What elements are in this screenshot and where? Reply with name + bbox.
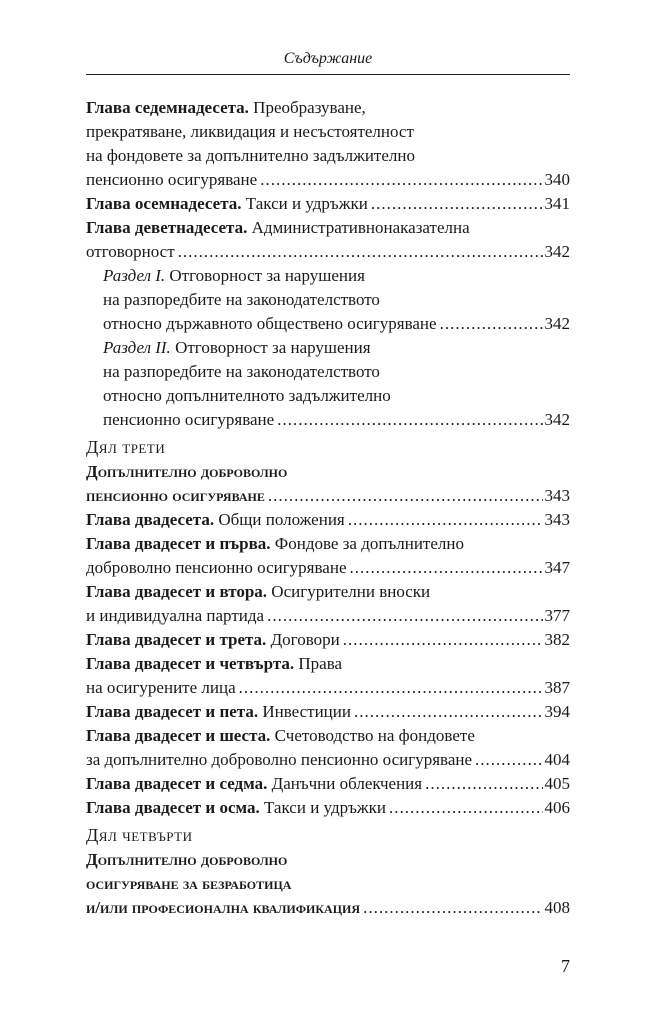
toc-entry-ch24-line1 (86, 652, 570, 676)
chapter-title-cont: за допълнително доброволно пенсионно осигуряване (86, 750, 473, 769)
page-ref: 341 (544, 194, 570, 213)
leader-dots (440, 312, 543, 336)
chapter-title-cont: на осигурените лица (86, 678, 236, 697)
chapter-label: Глава двадесет и пета. (86, 702, 259, 721)
toc-entry-part3[interactable] (86, 484, 570, 508)
chapter-title: Преобразуване, (253, 98, 366, 117)
section-label: Раздел I. (103, 266, 166, 285)
chapter-label: Глава двадесета. (86, 510, 215, 529)
leader-dots (425, 772, 542, 796)
chapter-label: Глава двадесет и осма. (86, 798, 260, 817)
running-header: Съдържание (283, 50, 373, 67)
section-title: Отговорност за нарушения (169, 266, 365, 285)
chapter-title: Общи положения (218, 510, 345, 529)
toc-entry-sec2-line4[interactable] (86, 408, 570, 432)
toc-entry-sec1-line1 (86, 264, 570, 288)
toc-entry-sec2-line2 (86, 360, 570, 384)
page-ref: 404 (544, 750, 570, 769)
page-ref: 387 (544, 678, 570, 697)
chapter-label: Глава седемнадесета. (86, 98, 249, 117)
toc-entry-ch24-line2[interactable] (86, 676, 570, 700)
toc-entry-part4[interactable] (86, 896, 570, 920)
toc-entry-ch19-line1 (86, 216, 570, 240)
chapter-title-cont: и индивидуална партида (86, 606, 265, 625)
part-title-4-line1: Допълнително доброволно (86, 850, 288, 869)
chapter-title-cont: прекратяване, ликвидация и несъстоятелност (86, 122, 414, 141)
leader-dots (268, 484, 543, 508)
part-title: пенсионно осигуряване (86, 486, 265, 505)
chapter-label: Глава двадесет и четвърта. (86, 654, 295, 673)
toc-entry-ch27[interactable] (86, 772, 570, 796)
leader-dots (348, 508, 543, 532)
section-label: Раздел II. (103, 338, 171, 357)
toc-entry-ch17-line3 (86, 144, 570, 168)
toc-entry-ch23[interactable] (86, 628, 570, 652)
part-heading-3: Дял трети (86, 437, 166, 457)
chapter-label: Глава деветнадесета. (86, 218, 248, 237)
section-title-cont: на разпоредбите на законодателството (103, 290, 380, 309)
toc-entry-sec2-line1 (86, 336, 570, 360)
section-title-cont: пенсионно осигуряване (103, 410, 275, 429)
chapter-title-cont: доброволно пенсионно осигуряване (86, 558, 347, 577)
page-ref: 382 (544, 630, 570, 649)
chapter-label: Глава двадесет и втора. (86, 582, 268, 601)
leader-dots (371, 192, 543, 216)
toc-entry-ch17-line2 (86, 120, 570, 144)
chapter-title: Осигурителни вноски (271, 582, 431, 601)
leader-dots (343, 628, 543, 652)
page-ref: 342 (544, 314, 570, 333)
leader-dots (350, 556, 543, 580)
chapter-title-cont: пенсионно осигуряване (86, 170, 258, 189)
page-ref: 406 (544, 798, 570, 817)
toc-entry-ch26-line1 (86, 724, 570, 748)
page-ref: 377 (544, 606, 570, 625)
page-number: 7 (561, 956, 570, 976)
section-title-cont: на разпоредбите на законодателството (103, 362, 380, 381)
leader-dots (277, 408, 542, 432)
toc-entry-ch17-line4[interactable] (86, 168, 570, 192)
chapter-title: Такси и удръжки (263, 798, 387, 817)
toc-entry-sec2-line3 (86, 384, 570, 408)
page-ref: 343 (544, 486, 570, 505)
chapter-label: Глава двадесет и седма. (86, 774, 268, 793)
part-title: и/или професионална квалификация (86, 898, 361, 917)
table-of-contents (86, 96, 570, 920)
toc-entry-ch25[interactable] (86, 700, 570, 724)
chapter-title: Инвестиции (262, 702, 351, 721)
chapter-title: Фондове за допълнително (274, 534, 464, 553)
toc-entry-ch20[interactable] (86, 508, 570, 532)
chapter-title: Права (298, 654, 343, 673)
page-ref: 342 (544, 410, 570, 429)
leader-dots (354, 700, 543, 724)
toc-entry-ch26-line2[interactable] (86, 748, 570, 772)
toc-entry-ch22-line1 (86, 580, 570, 604)
chapter-label: Глава двадесет и трета. (86, 630, 267, 649)
section-title: Отговорност за нарушения (175, 338, 371, 357)
page-ref: 342 (544, 242, 570, 261)
toc-entry-ch17-line1 (86, 96, 570, 120)
chapter-title-cont: отговорност (86, 242, 175, 261)
chapter-title: Данъчни облекчения (271, 774, 423, 793)
leader-dots (260, 168, 542, 192)
chapter-title: Счетоводство на фондовете (274, 726, 475, 745)
part-title-3-line1: Допълнително доброволно (86, 462, 288, 481)
part-heading-4: Дял четвърти (86, 825, 193, 845)
chapter-title: Договори (270, 630, 340, 649)
leader-dots (267, 604, 542, 628)
toc-entry-ch21-line1 (86, 532, 570, 556)
toc-entry-ch19-line2[interactable] (86, 240, 570, 264)
toc-entry-ch18[interactable] (86, 192, 570, 216)
leader-dots (389, 796, 542, 820)
toc-entry-ch22-line2[interactable] (86, 604, 570, 628)
page-ref: 394 (544, 702, 570, 721)
chapter-label: Глава двадесет и първа. (86, 534, 271, 553)
header-rule (86, 74, 570, 75)
page-ref: 405 (544, 774, 570, 793)
part-title-4-line2: осигуряване за безработица (86, 874, 292, 893)
page-ref: 340 (544, 170, 570, 189)
toc-entry-sec1-line2 (86, 288, 570, 312)
leader-dots (363, 896, 542, 920)
chapter-label: Глава осемнадесета. (86, 194, 242, 213)
section-title-cont: относно допълнителното задължително (103, 386, 391, 405)
page-ref: 408 (544, 898, 570, 917)
toc-entry-ch28[interactable] (86, 796, 570, 820)
leader-dots (475, 748, 542, 772)
chapter-title-cont: на фондовете за допълнително задължително (86, 146, 415, 165)
leader-dots (239, 676, 543, 700)
leader-dots (178, 240, 543, 264)
toc-entry-ch21-line2[interactable] (86, 556, 570, 580)
page-ref: 343 (544, 510, 570, 529)
chapter-label: Глава двадесет и шеста. (86, 726, 271, 745)
section-title-cont: относно държавното обществено осигуряване (103, 314, 437, 333)
page-ref: 347 (544, 558, 570, 577)
chapter-title: Такси и удръжки (245, 194, 368, 213)
toc-entry-sec1-line3[interactable] (86, 312, 570, 336)
chapter-title: Административнонаказателна (251, 218, 470, 237)
